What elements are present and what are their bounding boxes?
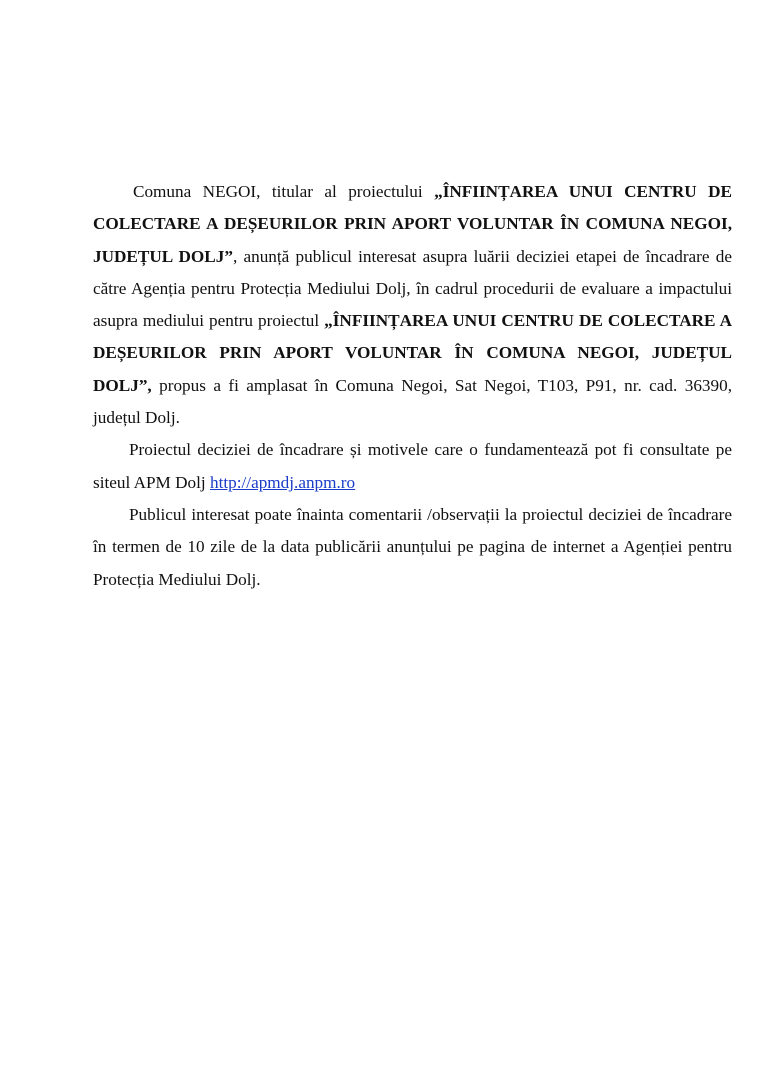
intro-text: Comuna NEGOI, titular al proiectului	[133, 182, 435, 201]
project-title-first: „ÎNFIINȚAREA UNUI CENTRU DE COLECTARE A DEȘEURILOR PRIN APORT VOLUNTAR ÎN COMUNA NEGOI, JUDEȚUL DOLJ”	[93, 182, 732, 266]
project-title-second: „ÎNFIINȚAREA UNUI CENTRU DE COLECTARE A DEȘEURILOR PRIN APORT VOLUNTAR ÎN COMUNA NEGOI, JUDEȚUL DOLJ”,	[93, 311, 732, 395]
comments-text: Publicul interesat poate înainta comentarii /observații la proiectul deciziei de încadrare în termen de 10 zile de la data publicării anunțului pe pagina de internet a Agenției pentru Protecția Mediului Dolj.	[93, 504, 732, 589]
paragraph-comments	[93, 499, 732, 596]
apm-dolj-link[interactable]: http://apmdj.anpm.ro	[210, 472, 356, 492]
procedure-text: , anunță publicul interesat asupra luării deciziei etapei de încadrare de către Agenția pentru Protecția Mediului Dolj, în cadrul procedurii de evaluare a impactului asupra mediului pentru proiectul	[93, 246, 732, 331]
announcement-document	[93, 176, 732, 596]
location-text: propus a fi amplasat în Comuna Negoi, Sat Negoi, T103, P91, nr. cad. 36390, județul Dolj.	[93, 375, 732, 428]
paragraph-announcement	[93, 176, 732, 434]
paragraph-consultation	[93, 434, 732, 499]
consultation-text: Proiectul deciziei de încadrare și motivele care o fundamentează pot fi consultate pe siteul APM Dolj	[93, 440, 732, 492]
